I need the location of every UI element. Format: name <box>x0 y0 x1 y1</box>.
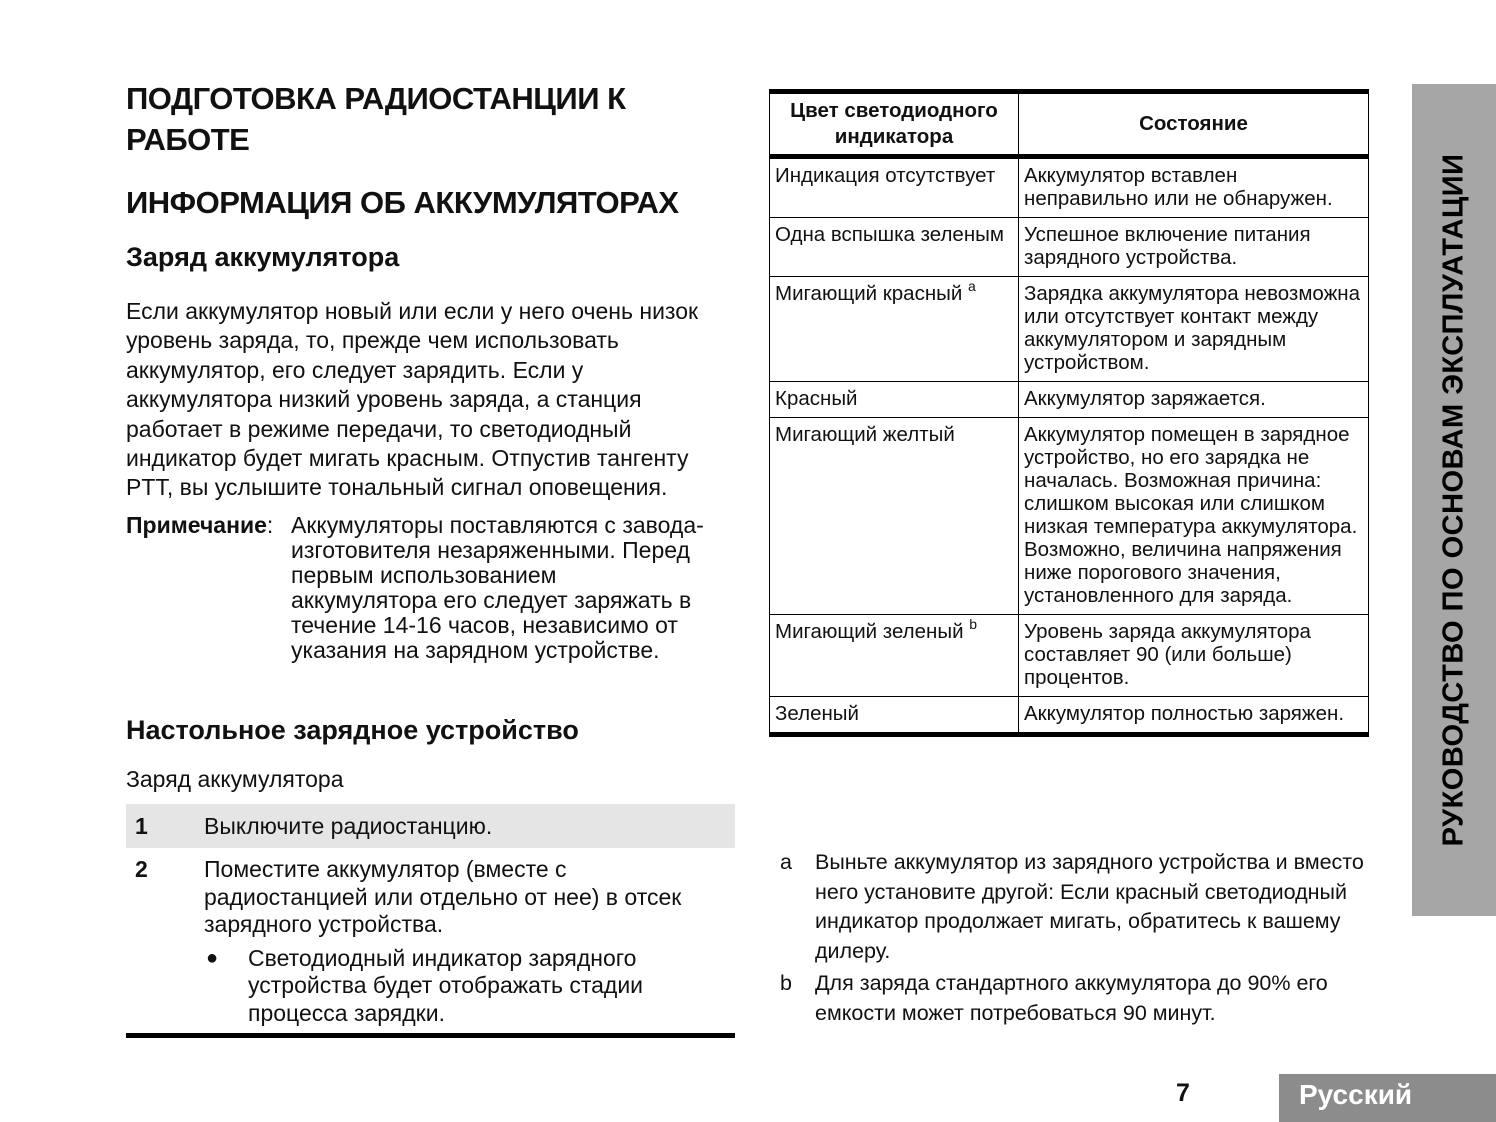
led-state-cell: Аккумулятор вставлен неправильно или не обнаружен. <box>1019 157 1369 218</box>
led-state-cell: Зарядка аккумулятора невозможна или отсутствует контакт между аккумулятором и зарядным устройством. <box>1019 277 1369 382</box>
bullet-icon: ● <box>206 946 219 969</box>
step-2 <box>126 848 735 1027</box>
footnote-mark: b <box>969 616 978 632</box>
led-color: Красный <box>775 387 858 410</box>
footnote-a <box>780 848 1370 966</box>
step-bullet <box>204 945 724 1028</box>
led-color-cell <box>770 418 1019 615</box>
bullet-text: Светодиодный индикатор зарядного устройства будет отображать стадии процесса зарядки. <box>248 944 644 1026</box>
table-header-state: Состояние <box>1019 92 1369 157</box>
table-row <box>770 157 1369 218</box>
footnote-label: a <box>780 850 792 874</box>
charge-section-title: Заряд аккумулятора <box>126 242 400 272</box>
side-tab-label: РУКОВОДСТВО ПО ОСНОВАМ ЭКСПЛУАТАЦИИ <box>1437 153 1470 847</box>
charge-paragraph: Если аккумулятор новый или если у него очень низок уровень заряда, то, прежде чем использовать аккумулятор, его следует зарядить. Если у аккумулятора низкий уровень заряда, а станция работает в режиме передачи, то светодиодный индикатор будет мигать красным. Отпустив тангенту PTT, вы услышите тональный сигнал оповещения. <box>126 298 699 501</box>
page-title: ПОДГОТОВКА РАДИОСТАНЦИИ К РАБОТЕ <box>126 81 626 157</box>
table-row <box>770 277 1369 382</box>
table-header-color: Цвет светодиодного индикатора <box>770 92 1019 157</box>
page-number: 7 <box>1176 1079 1190 1107</box>
led-color-cell <box>770 615 1019 697</box>
led-color: Мигающий желтый <box>775 423 955 446</box>
battery-info-heading: ИНФОРМАЦИЯ ОБ АККУМУЛЯТОРАХ <box>126 185 679 220</box>
desktop-charger-subtitle: Заряд аккумулятора <box>126 766 344 792</box>
led-state-cell: Успешное включение питания зарядного устройства. <box>1019 218 1369 277</box>
led-color-cell <box>770 277 1019 382</box>
led-state-cell: Уровень заряда аккумулятора составляет 90 (или больше) процентов. <box>1019 615 1369 697</box>
led-state-cell: Аккумулятор помещен в зарядное устройство, но его зарядка не началась. Возможная причина: слишком высокая или слишком низкая температура аккумулятора. Возможно, величина напряжения ниже порогового значения, установленного для заряда. <box>1019 418 1369 615</box>
led-color: Мигающий зеленый <box>775 620 964 643</box>
footnote-b <box>780 969 1370 1028</box>
footnote-label: b <box>780 971 792 995</box>
table-row <box>770 615 1369 697</box>
led-color-cell <box>770 218 1019 277</box>
table-row <box>770 697 1369 735</box>
led-color: Одна вспышка зеленым <box>775 223 1004 246</box>
led-color-cell <box>770 697 1019 735</box>
side-tab <box>1412 84 1496 916</box>
step-number: 1 <box>135 812 148 839</box>
desktop-charger-title: Настольное зарядное устройство <box>126 715 579 745</box>
note-label: Примечание <box>126 512 267 538</box>
steps-list <box>126 804 735 1027</box>
led-color: Индикация отсутствует <box>775 164 996 187</box>
note-text: Аккумуляторы поставляются с завода-изготовителя незаряженными. Перед первым использованием аккумулятора его следует заряжать в течение 14-16 часов, независимо от указания на зарядном устройстве. <box>291 512 704 663</box>
table-row <box>770 418 1369 615</box>
section-divider <box>126 1033 735 1038</box>
footnote-mark: a <box>968 278 976 294</box>
led-state-cell: Аккумулятор полностью заряжен. <box>1019 697 1369 735</box>
step-number: 2 <box>135 856 148 882</box>
language-tab: Русский <box>1279 1074 1496 1122</box>
led-color: Мигающий красный <box>775 282 963 305</box>
led-color: Зеленый <box>775 702 859 725</box>
footnote-text: Выньте аккумулятор из зарядного устройства и вместо него установите другой: Если красный светодиодный индикатор продолжает мигать, обратитесь к вашему дилеру. <box>815 850 1364 963</box>
footnote-text: Для заряда стандартного аккумулятора до 90% его емкости может потребоваться 90 минут. <box>815 971 1328 1025</box>
step-text: Выключите радиостанцию. <box>204 812 493 839</box>
step-1 <box>126 804 735 848</box>
led-color-cell <box>770 157 1019 218</box>
led-state-cell: Аккумулятор заряжается. <box>1019 382 1369 418</box>
table-row <box>770 382 1369 418</box>
led-status-table <box>769 89 1369 737</box>
note: Примечание: Аккумуляторы поставляются с завода-изготовителя незаряженными. Перед первым использованием аккумулятора его следует заряжать в течение 14-16 часов, независимо от указания на зарядном устройстве. <box>126 513 726 663</box>
step-text: Поместите аккумулятор (вместе с радиостанцией или отдельно от нее) в отсек зарядного устройства. <box>204 856 682 937</box>
table-row <box>770 218 1369 277</box>
led-color-cell <box>770 382 1019 418</box>
